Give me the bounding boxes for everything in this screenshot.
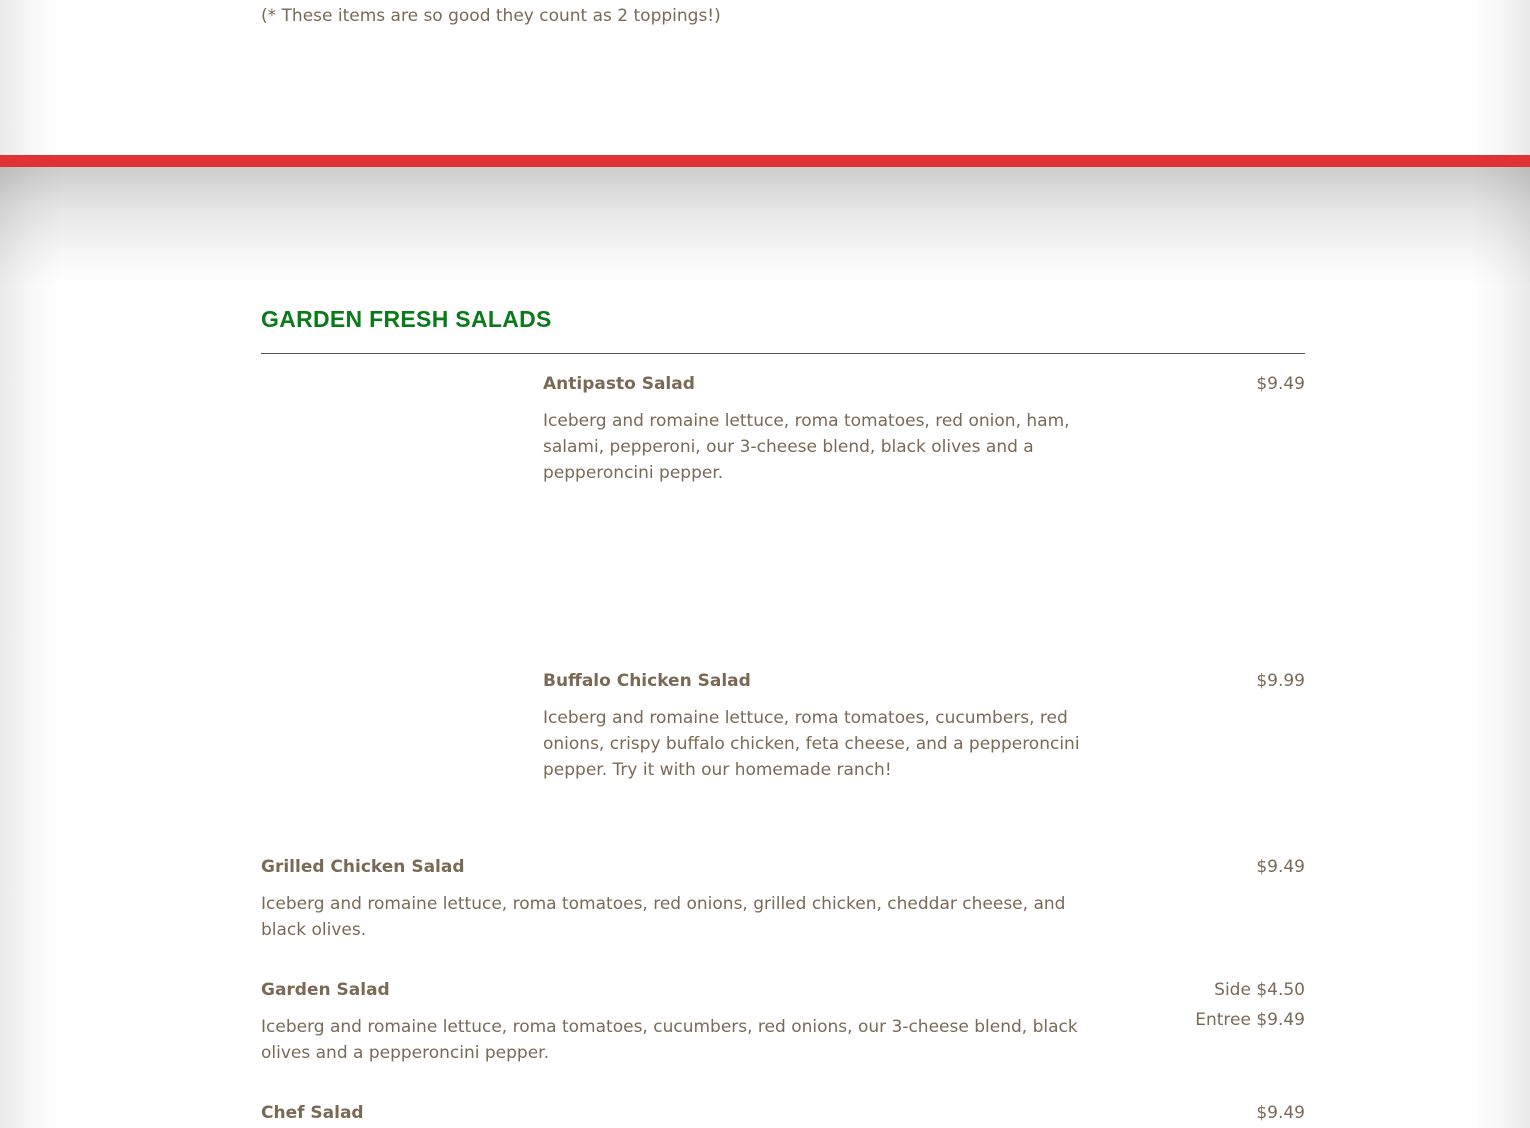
menu-item-name-antipasto: Antipasto Salad [543,374,695,394]
menu-item-description-grilled-chicken: Iceberg and romaine lettuce, roma tomatoes, red onions, grilled chicken, cheddar cheese, and black olives. [261,894,1066,940]
menu-item-price-grilled-chicken: $9.49 [1256,857,1305,877]
menu-item-price-garden-entree: Entree $9.49 [1195,1010,1305,1030]
toppings-footnote: (* These items are so good they count as 2 toppings!) [261,6,721,26]
menu-item-name-grilled-chicken: Grilled Chicken Salad [261,857,465,877]
menu-item-description-antipasto: Iceberg and romaine lettuce, roma tomatoes, red onion, ham, salami, pepperoni, our 3-cheese blend, black olives and a pepperoncini pepper. [543,411,1070,483]
menu-item-description-buffalo-chicken: Iceberg and romaine lettuce, roma tomatoes, cucumbers, red onions, crispy buffalo chicken, feta cheese, and a pepperoncini pepper. Try it with our homemade ranch! [543,708,1080,780]
menu-item-name-chef: Chef Salad [261,1103,364,1123]
section-title-salads: GARDEN FRESH SALADS [261,306,552,332]
menu-item-price-antipasto: $9.49 [1256,374,1305,394]
menu-item-price-garden-side: Side $4.50 [1214,980,1305,1000]
menu-item-name-garden: Garden Salad [261,980,390,1000]
section-divider-band [0,155,1530,167]
section-title-rule [261,353,1305,354]
menu-item-price-chef: $9.49 [1256,1103,1305,1123]
section-divider-shadow [0,167,1530,285]
antipasto-salad-photo [261,375,521,605]
menu-item-name-buffalo-chicken: Buffalo Chicken Salad [543,671,751,691]
menu-item-description-garden: Iceberg and romaine lettuce, roma tomatoes, cucumbers, red onions, our 3-cheese blend, black olives and a pepperoncini pepper. [261,1017,1078,1063]
menu-item-price-buffalo-chicken: $9.99 [1256,671,1305,691]
